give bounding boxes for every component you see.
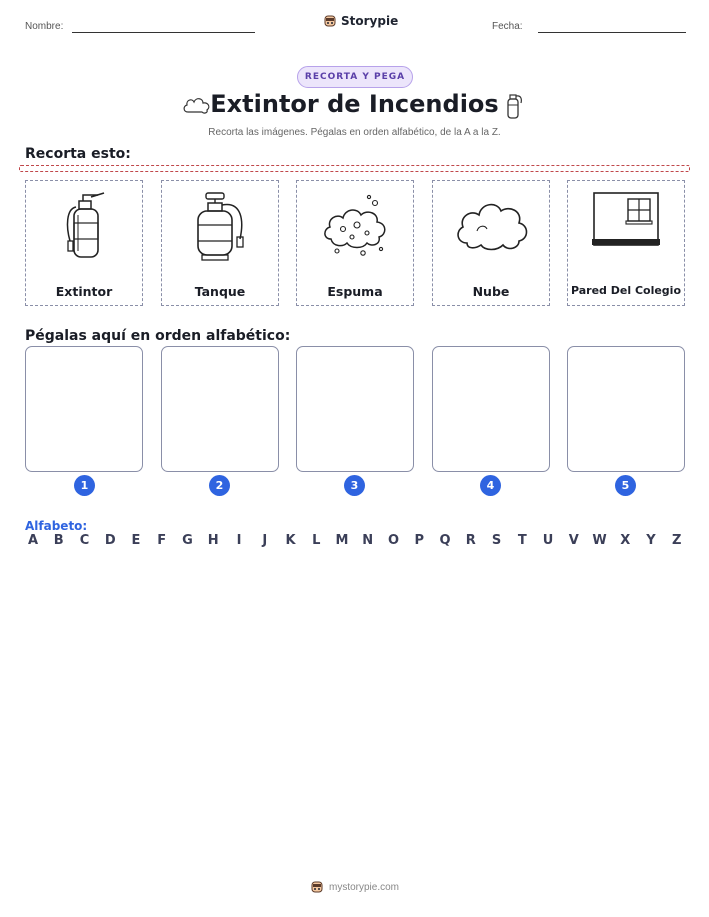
alphabet-letter: E xyxy=(131,533,141,548)
alphabet-letter: Z xyxy=(672,533,682,548)
alphabet-letter: N xyxy=(362,533,374,548)
alphabet-letter: A xyxy=(27,533,39,548)
alphabet-letter: U xyxy=(542,533,554,548)
storypie-mascot-icon xyxy=(310,880,324,894)
date-line[interactable] xyxy=(538,32,686,33)
alphabet-letter: H xyxy=(207,533,219,548)
instructions: Recorta las imágenes. Pégalas en orden alfabético, de la A a la Z. xyxy=(208,127,501,138)
alphabet-letter: O xyxy=(387,533,400,548)
slot-number-2: 2 xyxy=(209,475,230,496)
activity-badge: RECORTA Y PEGA xyxy=(297,66,413,88)
alphabet-letter: X xyxy=(620,533,631,548)
alphabet-letter: M xyxy=(335,533,349,548)
alphabet-letter: Q xyxy=(439,533,451,548)
page-title: Extintor de Incendios xyxy=(210,90,499,118)
slot-number-4: 4 xyxy=(480,475,501,496)
alphabet-letter: L xyxy=(312,533,321,548)
alphabet-label: Alfabeto: xyxy=(25,519,88,533)
brand-name: Storypie xyxy=(341,14,399,28)
card-label: Espuma xyxy=(327,284,383,299)
paste-slot-1[interactable] xyxy=(25,346,143,472)
cut-card-tanque[interactable] xyxy=(161,180,279,306)
extinguisher-doodle-icon xyxy=(502,90,524,120)
alphabet-letter: F xyxy=(157,533,167,548)
paste-slot-5[interactable] xyxy=(567,346,685,472)
foam-icon xyxy=(297,187,415,277)
cloud-icon xyxy=(433,187,551,277)
slot-number-3: 3 xyxy=(344,475,365,496)
alphabet-letter: T xyxy=(517,533,527,548)
alphabet-letter: V xyxy=(568,533,579,548)
paste-slot-3[interactable] xyxy=(296,346,414,472)
alphabet-letter: R xyxy=(465,533,476,548)
cut-card-extintor[interactable] xyxy=(25,180,143,306)
card-label: Extintor xyxy=(55,284,113,299)
alphabet-letter: B xyxy=(53,533,64,548)
alphabet-letter: C xyxy=(79,533,90,548)
slot-number-1: 1 xyxy=(74,475,95,496)
alphabet-row xyxy=(25,533,685,548)
alphabet-letter: Y xyxy=(646,533,656,548)
name-label: Nombre: xyxy=(25,21,64,32)
cut-card-espuma[interactable] xyxy=(296,180,414,306)
cut-card-pared-del-colegio[interactable] xyxy=(567,180,685,306)
gas-tank-icon xyxy=(162,187,280,277)
alphabet-letter: P xyxy=(414,533,425,548)
paste-slot-4[interactable] xyxy=(432,346,550,472)
footer-url: mystorypie.com xyxy=(328,881,399,893)
card-label: Tanque xyxy=(194,284,246,299)
cut-section-label: Recorta esto: xyxy=(25,146,131,162)
storypie-mascot-icon xyxy=(323,14,337,28)
fire-extinguisher-icon xyxy=(26,187,144,277)
alphabet-letter: D xyxy=(104,533,116,548)
slot-number-5: 5 xyxy=(615,475,636,496)
paste-slot-2[interactable] xyxy=(161,346,279,472)
school-wall-icon xyxy=(568,187,686,277)
alphabet-letter: I xyxy=(236,533,242,548)
brand-logo xyxy=(323,14,398,28)
card-label: Nube xyxy=(472,284,510,299)
alphabet-letter: S xyxy=(491,533,502,548)
cut-card-nube[interactable] xyxy=(432,180,550,306)
alphabet-letter: J xyxy=(262,533,268,548)
name-line[interactable] xyxy=(72,32,255,33)
footer xyxy=(0,880,709,894)
alphabet-letter: W xyxy=(592,533,607,548)
alphabet-letter: G xyxy=(182,533,193,548)
alphabet-letter: K xyxy=(285,533,296,548)
date-label: Fecha: xyxy=(492,21,523,32)
paste-section-label: Pégalas aquí en orden alfabético: xyxy=(25,328,291,344)
card-label: Pared Del Colegio xyxy=(570,284,682,297)
cut-line xyxy=(19,165,690,172)
